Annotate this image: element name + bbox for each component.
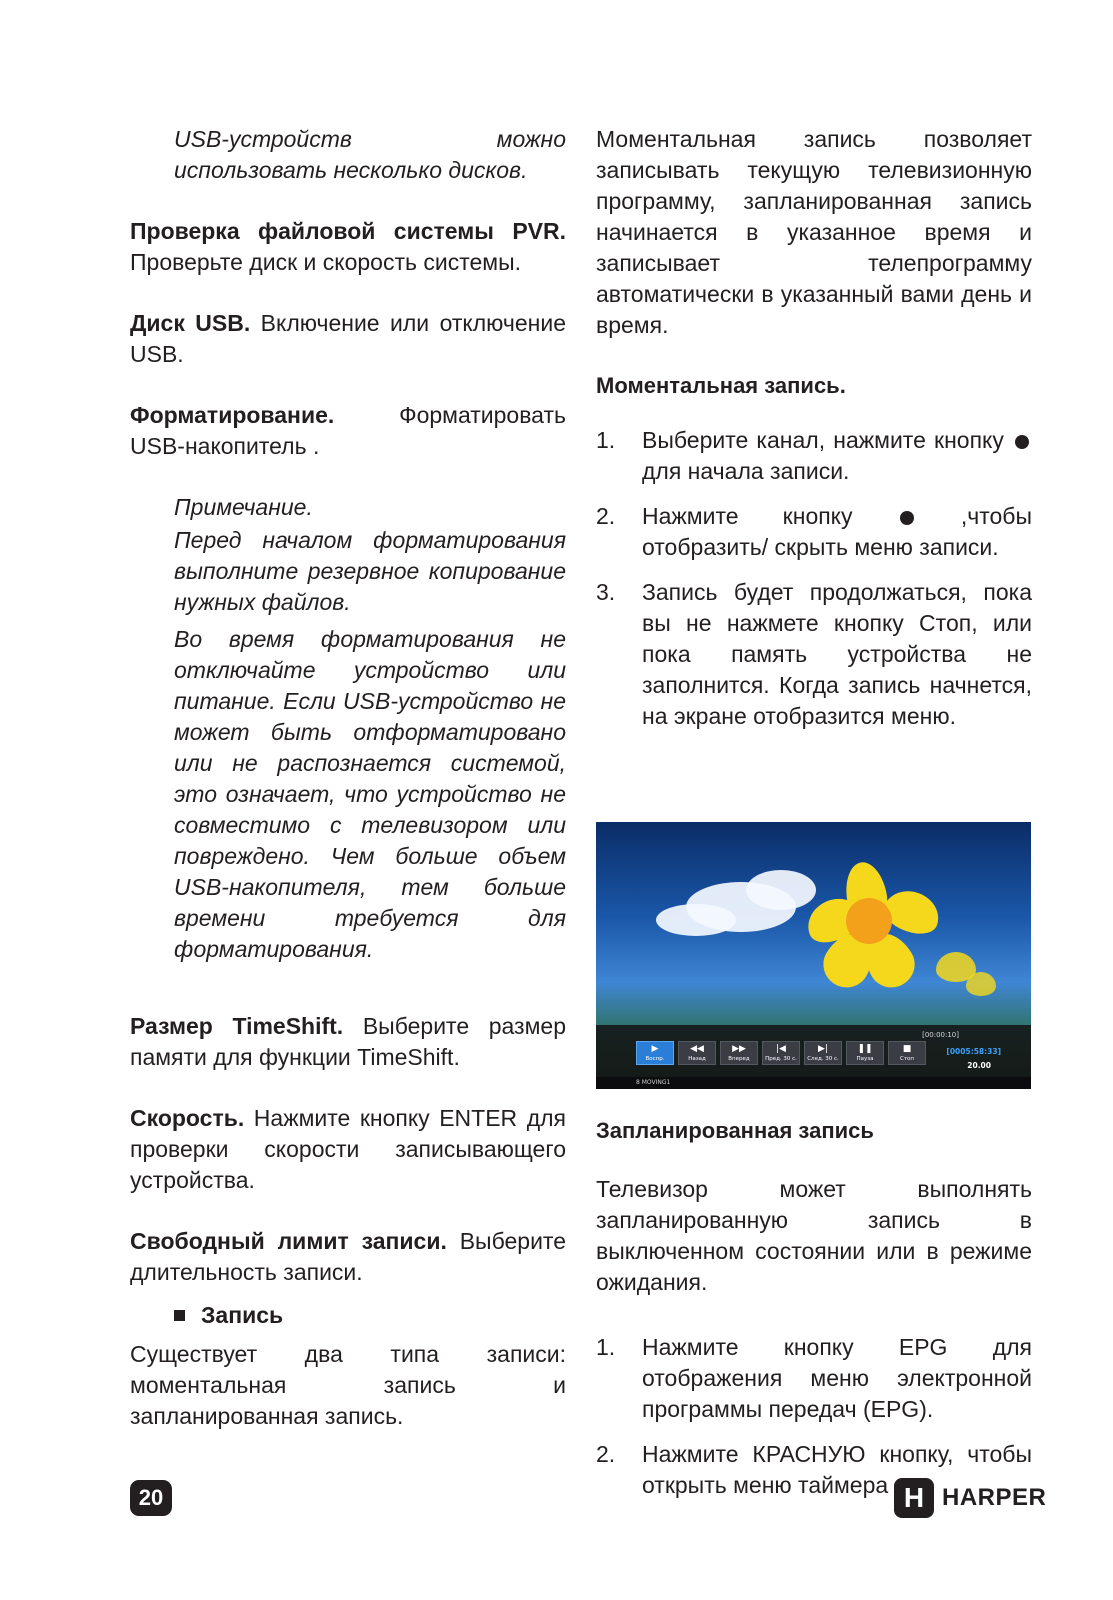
record-dot-icon bbox=[1015, 435, 1029, 449]
instant-step-1: 1. Выберите канал, нажмите кнопку для начала записи. bbox=[596, 425, 1032, 487]
scheduled-step-1: 1. Нажмите кнопку EPG для отображения меню электронной программы передач (EPG). bbox=[596, 1334, 1032, 1422]
record-osd-bar bbox=[596, 1025, 1031, 1089]
instant-step-3: 3. Запись будет продолжаться, пока вы не нажмете кнопку Стоп, или пока память устройства не заполнится. Когда запись начнется, на экране отобразится меню. bbox=[596, 579, 1032, 729]
prev-30s-button[interactable]: |◀ Пред. 30 с. bbox=[762, 1041, 800, 1065]
pvr-check-paragraph bbox=[130, 216, 566, 278]
speed-title: Скорость. bbox=[130, 1105, 245, 1131]
clock: 20.00 bbox=[967, 1061, 991, 1070]
format-paragraph bbox=[130, 400, 566, 462]
play-icon: ▶ bbox=[651, 1044, 659, 1054]
scheduled-text: Телевизор может выполнять запланированную запись в выключенном состоянии или в режиме ожидания. bbox=[596, 1176, 1032, 1295]
usb-disk-paragraph bbox=[130, 308, 566, 370]
page-number: 20 bbox=[130, 1480, 172, 1516]
flower-center bbox=[846, 898, 892, 944]
pause-icon: ❚❚ bbox=[857, 1044, 873, 1054]
cloud-shape bbox=[656, 904, 736, 936]
scheduled-step-2: 2. Нажмите КРАСНУЮ кнопку, чтобы открыть меню таймера bbox=[596, 1441, 1032, 1498]
instant-step-2: 2. Нажмите кнопку ,чтобы отобразить/ скрыть меню записи. bbox=[596, 503, 1033, 560]
harper-brand: HARPER bbox=[942, 1484, 1047, 1511]
note-label: Примечание. bbox=[174, 494, 313, 520]
stop-icon: ■ bbox=[902, 1044, 912, 1054]
instant-heading: Моментальная запись. bbox=[596, 373, 846, 398]
limit-text: Выберите длительность записи. bbox=[130, 1228, 566, 1285]
play-button[interactable]: ▶ Воспр. bbox=[636, 1041, 674, 1065]
rewind-button[interactable]: ◀◀ Назад bbox=[678, 1041, 716, 1065]
flower-petal bbox=[966, 972, 996, 996]
tv-record-screenshot bbox=[596, 822, 1031, 1089]
next-30s-button[interactable]: ▶| След. 30 с. bbox=[804, 1041, 842, 1065]
rewind-icon: ◀◀ bbox=[690, 1044, 704, 1054]
forward-icon: ▶▶ bbox=[732, 1044, 746, 1054]
harper-logo bbox=[894, 1478, 1046, 1518]
record-dot-icon bbox=[900, 511, 914, 525]
limit-title: Свободный лимит записи. bbox=[130, 1228, 447, 1254]
note-1: Перед началом форматирования выполните резервное копирование нужных файлов. bbox=[174, 527, 566, 615]
record-text: Существует два типа записи: моментальная запись и запланированная запись. bbox=[130, 1341, 566, 1429]
skip-forward-icon: ▶| bbox=[818, 1044, 828, 1054]
pvr-check-title: Проверка файловой системы PVR. bbox=[130, 218, 566, 244]
channel-name: 8 MOVING1 bbox=[596, 1077, 1031, 1089]
usb-disk-text: Включение или отключение USB. bbox=[130, 310, 567, 367]
instant-intro: Моментальная запись позволяет записывать текущую телевизионную программу, запланированная запись начинается в указанное время и записывает телепрограмму автоматически в указанный вами день и время. bbox=[596, 126, 1032, 338]
speed-text: Нажмите кнопку ENTER для проверки скорости записывающего устройства. bbox=[130, 1105, 567, 1193]
speed-paragraph bbox=[130, 1103, 566, 1196]
usb-disk-title: Диск USB. bbox=[130, 310, 251, 336]
forward-button[interactable]: ▶▶ Вперед bbox=[720, 1041, 758, 1065]
record-heading bbox=[130, 1300, 566, 1331]
format-text: Форматировать USB-накопитель . bbox=[130, 402, 566, 459]
stop-button[interactable]: ■ Стоп bbox=[888, 1041, 926, 1065]
elapsed-time: [00:00:10] bbox=[922, 1031, 959, 1039]
scheduled-heading: Запланированная запись bbox=[596, 1118, 874, 1143]
pvr-check-text: Проверьте диск и скорость системы. bbox=[130, 249, 522, 275]
cloud-shape bbox=[746, 870, 816, 910]
left-column bbox=[130, 124, 566, 1432]
record-heading-text: Запись bbox=[201, 1302, 284, 1328]
format-title: Форматирование. bbox=[130, 402, 335, 428]
note-2: Во время форматирования не отключайте устройство или питание. Если USB-устройство не может быть отформатировано или не распознается системой, это означает, что устройство не совместимо с телевизором или повреждено. Чем больше объем USB-накопителя, тем больше времени требуется для форматирования. bbox=[174, 626, 566, 962]
timeshift-title: Размер TimeShift. bbox=[130, 1013, 344, 1039]
limit-paragraph bbox=[130, 1226, 566, 1288]
timeshift-paragraph bbox=[130, 1011, 566, 1073]
square-bullet-icon bbox=[174, 1310, 185, 1321]
pause-button[interactable]: ❚❚ Пауза bbox=[846, 1041, 884, 1065]
timeshift-text: Выберите размер памяти для функции TimeShift. bbox=[130, 1013, 566, 1070]
harper-logo-icon: H bbox=[894, 1478, 934, 1518]
skip-back-icon: |◀ bbox=[776, 1044, 786, 1054]
right-column bbox=[596, 124, 1032, 732]
note-top: USB-устройств можно использовать несколько дисков. bbox=[174, 126, 566, 183]
total-time: [0005:58:33] bbox=[946, 1047, 1001, 1056]
osd-button-row bbox=[636, 1041, 926, 1065]
right-column-lower bbox=[596, 1116, 1032, 1501]
